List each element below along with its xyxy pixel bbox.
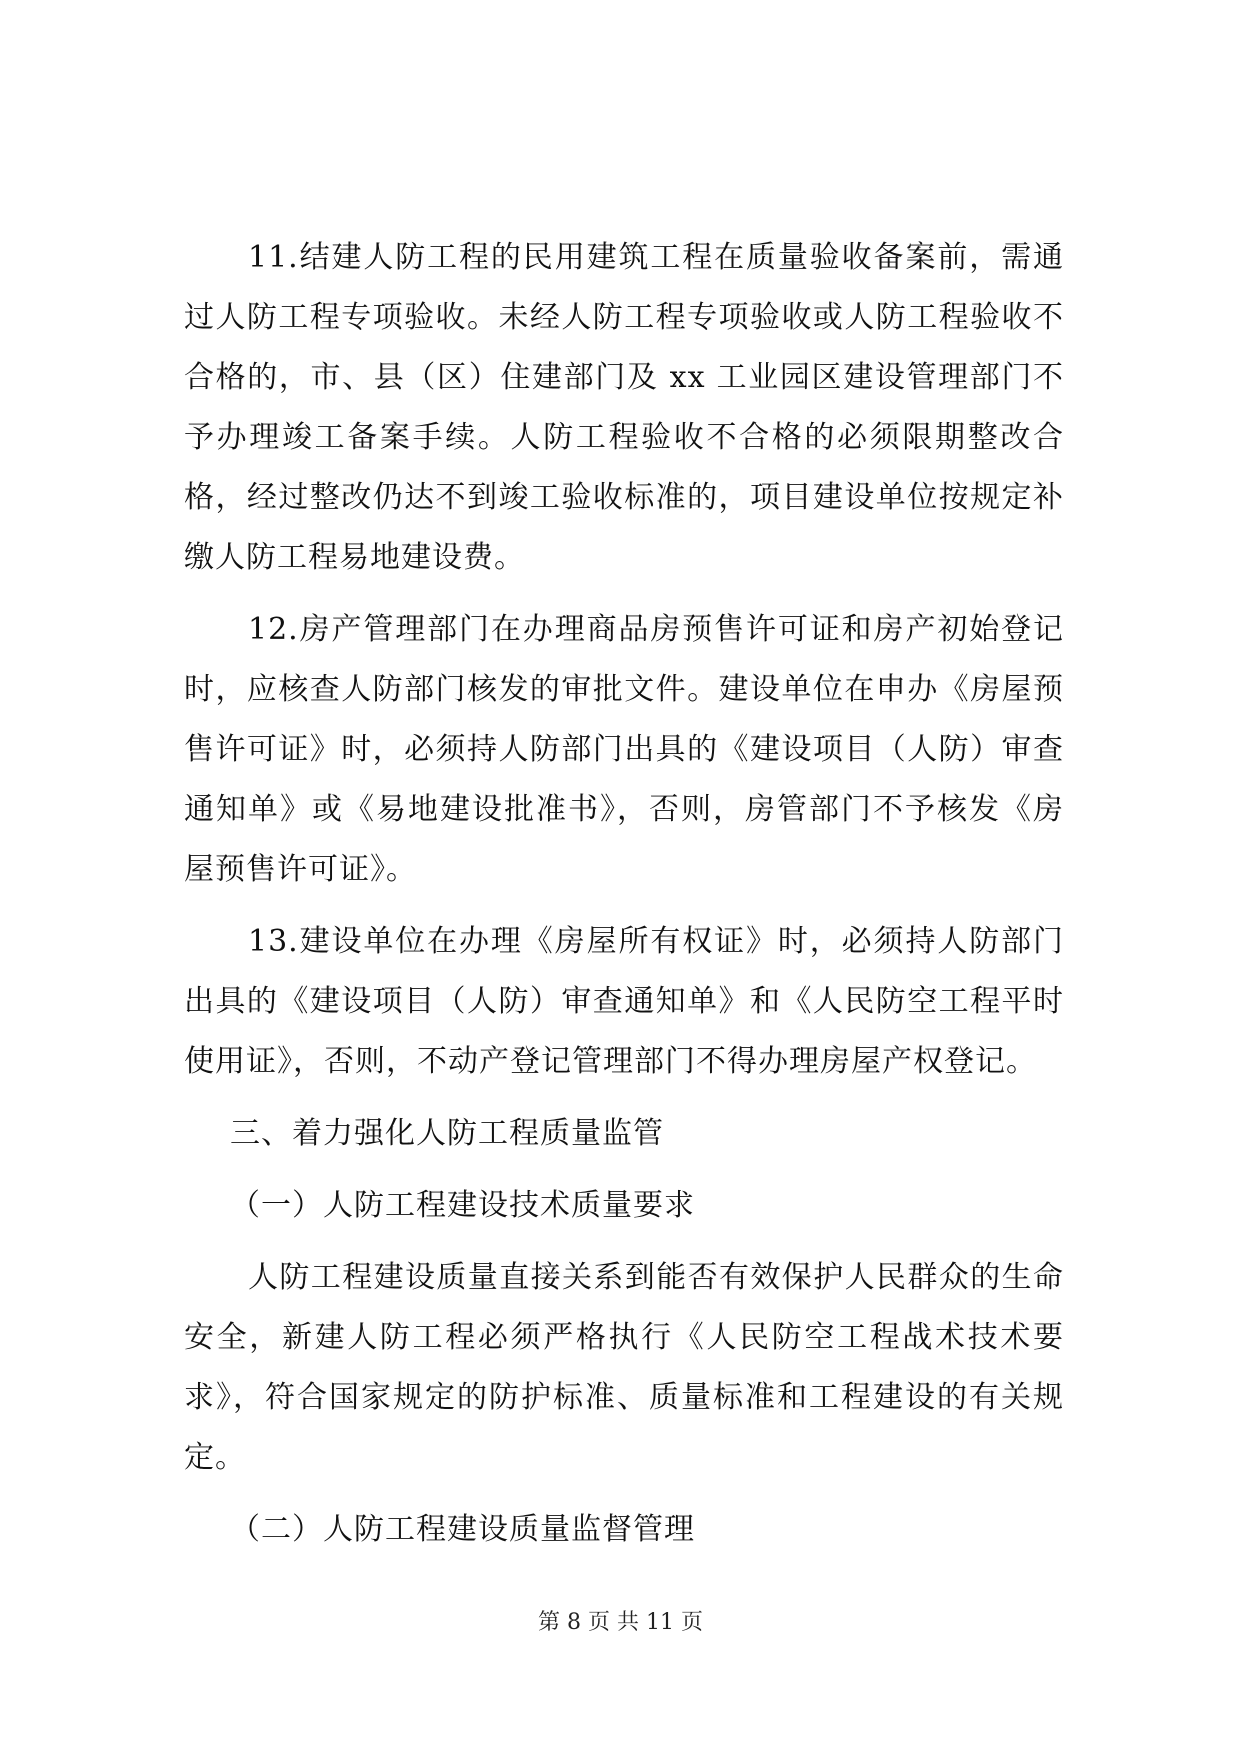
paragraph-13: 13.建设单位在办理《房屋所有权证》时，必须持人防部门出具的《建设项目（人防）审查通知单》和《人民防空工程平时使用证》，否则，不动产登记管理部门不得办理房屋产权登记。 [184,924,1064,1079]
paragraph-12: 12.房产管理部门在办理商品房预售许可证和房产初始登记时，应核查人防部门核发的审批文件。建设单位在申办《房屋预售许可证》时，必须持人防部门出具的《建设项目（人防）审查通知单》或《易地建设批准书》，否则，房管部门不予核发《房屋预售许可证》。 [184,612,1064,887]
subheading-technical-quality: （一）人防工程建设技术质量要求 [230,1188,695,1223]
paragraph-11: 11.结建人防工程的民用建筑工程在质量验收备案前，需通过人防工程专项验收。未经人防工程专项验收或人防工程验收不合格的，市、县（区）住建部门及 xx 工业园区建设管理部门不予办理竣工备案手续。人防工程验收不合格的必须限期整改合格，经过整改仍达不到竣工验收标准的，项目建设单位按规定补缴人防工程易地建设费。 [184,240,1064,575]
paragraph-quality-requirements: 人防工程建设质量直接关系到能否有效保护人民群众的生命安全，新建人防工程必须严格执行《人民防空工程战术技术要求》，符合国家规定的防护标准、质量标准和工程建设的有关规定。 [184,1260,1064,1475]
section-heading: 三、着力强化人防工程质量监管 [230,1116,664,1151]
document-body [184,228,1064,1572]
subheading-quality-supervision: （二）人防工程建设质量监督管理 [230,1512,695,1547]
page-footer [0,1608,1241,1638]
page-number: 第 8 页 共 11 页 [538,1610,703,1635]
